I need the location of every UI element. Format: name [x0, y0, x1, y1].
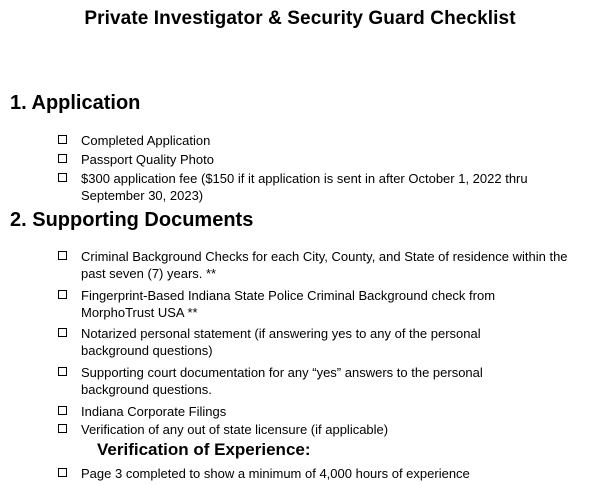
checklist-item-passport-photo[interactable] [58, 151, 593, 168]
checklist-item-court-documentation[interactable] [58, 364, 528, 398]
checklist-item-application-fee[interactable] [58, 170, 586, 204]
checklist-item-label: Passport Quality Photo [81, 152, 214, 167]
checklist-item-experience-hours[interactable] [58, 465, 593, 482]
checklist-item-label: Fingerprint-Based Indiana State Police Criminal Background check from MorphoTrust USA ** [81, 288, 496, 320]
checkbox-icon[interactable] [58, 154, 67, 163]
checkbox-icon[interactable] [58, 328, 67, 337]
document-title: Private Investigator & Security Guard Checklist [84, 8, 516, 29]
checklist-item-label: Completed Application [81, 133, 211, 148]
section-heading-supporting-documents: 2. Supporting Documents [10, 209, 254, 231]
checkbox-icon[interactable] [58, 135, 67, 144]
checkbox-icon[interactable] [58, 424, 67, 433]
checklist-item-corporate-filings[interactable] [58, 403, 593, 420]
checklist-item-completed-application[interactable] [58, 132, 593, 149]
checklist-item-notarized-statement[interactable] [58, 325, 528, 359]
checkbox-icon[interactable] [58, 290, 67, 299]
checklist-item-criminal-background[interactable] [58, 248, 593, 282]
verification-of-experience-heading: Verification of Experience: [97, 440, 311, 459]
checkbox-icon[interactable] [58, 468, 67, 477]
section-heading-application: 1. Application [10, 92, 141, 114]
checklist-item-label: Supporting court documentation for any “yes” answers to the personal background questions. [81, 365, 483, 397]
checklist-item-label: Page 3 completed to show a minimum of 4,000 hours of experience [81, 466, 470, 481]
checklist-item-fingerprint-check[interactable] [58, 287, 548, 321]
checkbox-icon[interactable] [58, 367, 67, 376]
checklist-item-label: Criminal Background Checks for each City, County, and State of residence within the past seven (7) years. ** [81, 249, 568, 281]
checkbox-icon[interactable] [58, 406, 67, 415]
checklist-item-label: Indiana Corporate Filings [81, 404, 227, 419]
checklist-item-label: Notarized personal statement (if answering yes to any of the personal background questions) [81, 326, 481, 358]
checkbox-icon[interactable] [58, 173, 67, 182]
checklist-item-label: Verification of any out of state licensure (if applicable) [81, 422, 389, 437]
checkbox-icon[interactable] [58, 251, 67, 260]
checklist-item-out-of-state-licensure[interactable] [58, 421, 593, 438]
checklist-item-label: $300 application fee ($150 if it application is sent in after October 1, 2022 thru September 30, 2023) [81, 171, 528, 203]
